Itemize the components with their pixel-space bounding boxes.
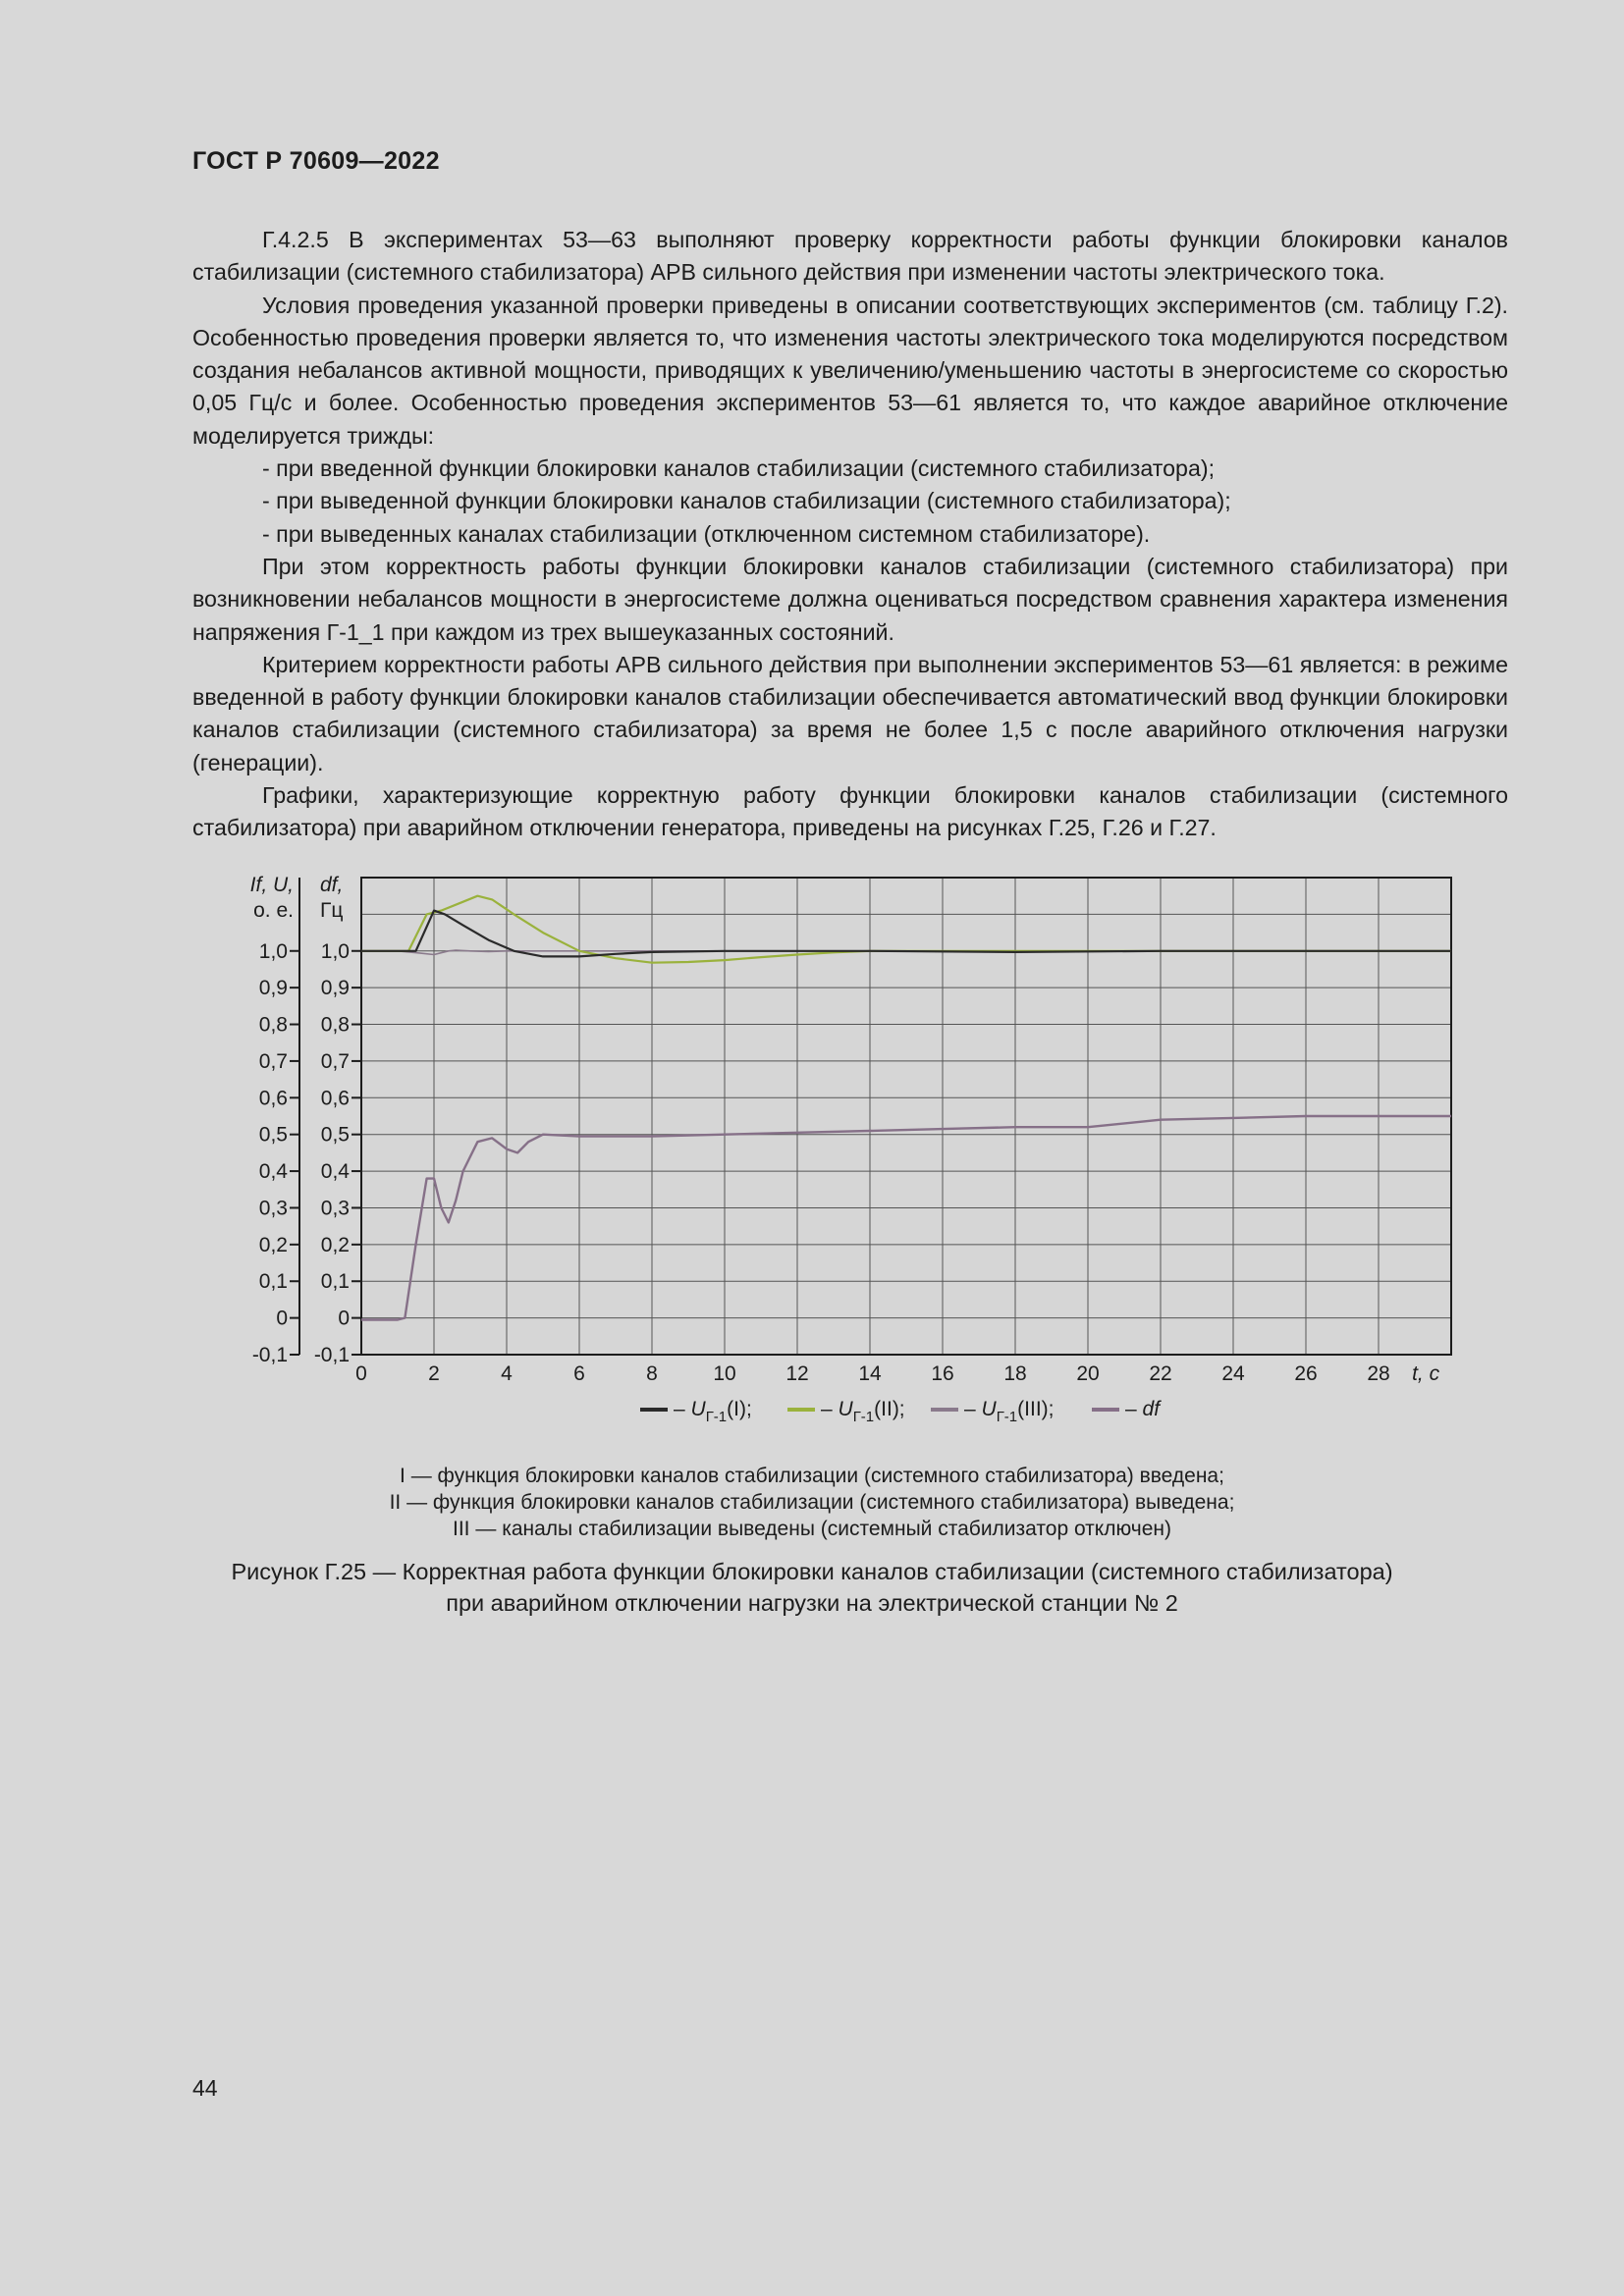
- paragraph: При этом корректность работы функции блокировки каналов стабилизации (системного стабилизатора) при возникновении небалансов мощности в энергосистеме должна оцениваться посредством сравнения характера изменения напряжения Г-1_1 при каждом из трех вышеуказанных состояний.: [192, 553, 1508, 645]
- left-tick-label: 0,4: [258, 1160, 288, 1184]
- right-tick-label: 0,4: [320, 1160, 350, 1184]
- paragraph: Графики, характеризующие корректную работу функции блокировки каналов стабилизации (системного стабилизатора) при аварийном отключении генератора, приведены на рисунках Г.25, Г.26 и Г.27.: [192, 782, 1508, 841]
- left-tick-label: 0,9: [258, 977, 288, 1000]
- page-header: ГОСТ Р 70609—2022: [192, 147, 440, 175]
- x-tick-label: 0: [355, 1362, 367, 1385]
- right-tick-label: -0,1: [313, 1344, 350, 1366]
- x-axis-label: t, с: [1412, 1362, 1440, 1385]
- legend-suffix: (II);: [874, 1398, 905, 1420]
- x-tick-label: 14: [858, 1362, 882, 1385]
- x-tick-label: 12: [785, 1362, 809, 1385]
- figure-caption: [0, 1556, 1624, 1619]
- x-tick-label: 18: [1003, 1362, 1027, 1385]
- right-tick-label: 0,7: [320, 1049, 350, 1073]
- right-tick-label: 0,9: [320, 977, 350, 1000]
- legend-prefix: –: [821, 1398, 839, 1420]
- right-axis-title: df,: [320, 874, 344, 896]
- x-tick-label: 4: [501, 1362, 513, 1385]
- paragraph: Условия проведения указанной проверки приведены в описании соответствующих экспериментов (см. таблицу Г.2). Особенностью проведения проверки является то, что изменения частоты электрического тока моделируются посредством создания небалансов активной мощности, приводящих к увеличению/уменьшению частоты в энергосистеме со скоростью 0,05 Гц/с и более. Особенностью проведения экспериментов 53—61 является то, что каждое аварийное отключение моделируется трижды:: [192, 292, 1508, 449]
- x-tick-label: 2: [428, 1362, 440, 1385]
- right-tick-label: 0,8: [320, 1013, 350, 1037]
- x-tick-label: 10: [713, 1362, 736, 1385]
- page-number: 44: [192, 2075, 218, 2101]
- figure-chart: [0, 854, 1624, 1433]
- legend-label: [674, 1398, 752, 1425]
- legend-prefix: –: [1125, 1398, 1143, 1420]
- paragraph: Г.4.2.5 В экспериментах 53—63 выполняют проверку корректности работы функции блокировки каналов стабилизации (системного стабилизатора) АРВ сильного действия при изменении частоты электрического тока.: [192, 227, 1508, 286]
- legend-prefix: –: [964, 1398, 982, 1420]
- legend-suffix: (III);: [1017, 1398, 1055, 1420]
- x-tick-label: 8: [646, 1362, 658, 1385]
- legend-subscript: Г-1: [852, 1409, 875, 1425]
- x-tick-label: 16: [931, 1362, 954, 1385]
- right-tick-label: 0,5: [320, 1123, 350, 1147]
- legend-label: [964, 1398, 1054, 1425]
- note-line: II — функция блокировки каналов стабилизации (системного стабилизатора) выведена;: [389, 1491, 1235, 1514]
- legend-label: [821, 1398, 905, 1425]
- left-tick-label: 0,2: [258, 1233, 288, 1256]
- caption-line: Рисунок Г.25 — Корректная работа функции блокировки каналов стабилизации (системного стабилизатора): [231, 1559, 1393, 1584]
- legend-symbol: U: [981, 1398, 997, 1420]
- note-line: III — каналы стабилизации выведены (системный стабилизатор отключен): [453, 1518, 1171, 1540]
- left-tick-label: 1,0: [258, 939, 288, 963]
- left-tick-label: 0,5: [258, 1123, 288, 1147]
- x-tick-label: 22: [1149, 1362, 1172, 1385]
- list-item: - при выведенных каналах стабилизации (отключенном системном стабилизаторе).: [262, 520, 1151, 547]
- right-tick-label: 0,2: [320, 1233, 350, 1256]
- legend-symbol: U: [690, 1398, 706, 1420]
- left-axis-unit: о. е.: [253, 899, 294, 922]
- legend-symbol: df: [1142, 1398, 1161, 1420]
- x-tick-label: 26: [1294, 1362, 1318, 1385]
- x-tick-label: 24: [1221, 1362, 1245, 1385]
- left-tick-label: 0,1: [258, 1270, 288, 1294]
- right-tick-label: 0,3: [320, 1197, 350, 1220]
- right-tick-label: 0,1: [320, 1270, 350, 1294]
- x-tick-label: 28: [1367, 1362, 1390, 1385]
- left-axis-title: If, U,: [249, 874, 294, 896]
- legend-label: [1125, 1398, 1162, 1420]
- left-tick-label: 0,8: [258, 1013, 288, 1037]
- paragraph: Критерием корректности работы АРВ сильного действия при выполнении экспериментов 53—61 является: в режиме введенной в работу функции блокировки каналов стабилизации обеспечивается автоматический ввод функции блокировки каналов стабилизации (системного стабилизатора) за время не более 1,5 с после аварийного отключения нагрузки (генерации).: [192, 651, 1508, 775]
- right-tick-label: 0,6: [320, 1087, 350, 1110]
- list-item: - при введенной функции блокировки каналов стабилизации (системного стабилизатора);: [262, 455, 1216, 482]
- left-tick-label: 0,6: [258, 1087, 288, 1110]
- body-text: [192, 224, 1508, 845]
- right-axis-unit: Гц: [320, 899, 344, 922]
- right-tick-label: 1,0: [320, 939, 350, 963]
- legend-prefix: –: [674, 1398, 691, 1420]
- left-tick-label: 0,7: [258, 1049, 288, 1073]
- legend-suffix: (I);: [727, 1398, 752, 1420]
- legend-subscript: Г-1: [705, 1409, 728, 1425]
- note-line: I — функция блокировки каналов стабилизации (системного стабилизатора) введена;: [400, 1465, 1224, 1487]
- left-tick-label: 0: [276, 1307, 288, 1330]
- x-tick-label: 6: [573, 1362, 585, 1385]
- left-tick-label: -0,1: [251, 1344, 288, 1366]
- caption-line: при аварийном отключении нагрузки на электрической станции № 2: [446, 1590, 1178, 1616]
- figure-notes: [0, 1463, 1624, 1542]
- legend-subscript: Г-1: [996, 1409, 1018, 1425]
- list-item: - при выведенной функции блокировки каналов стабилизации (системного стабилизатора);: [262, 488, 1231, 514]
- left-tick-label: 0,3: [258, 1197, 288, 1220]
- right-tick-label: 0: [338, 1307, 350, 1330]
- line-chart: [0, 854, 1624, 1433]
- legend-symbol: U: [838, 1398, 853, 1420]
- x-tick-label: 20: [1076, 1362, 1100, 1385]
